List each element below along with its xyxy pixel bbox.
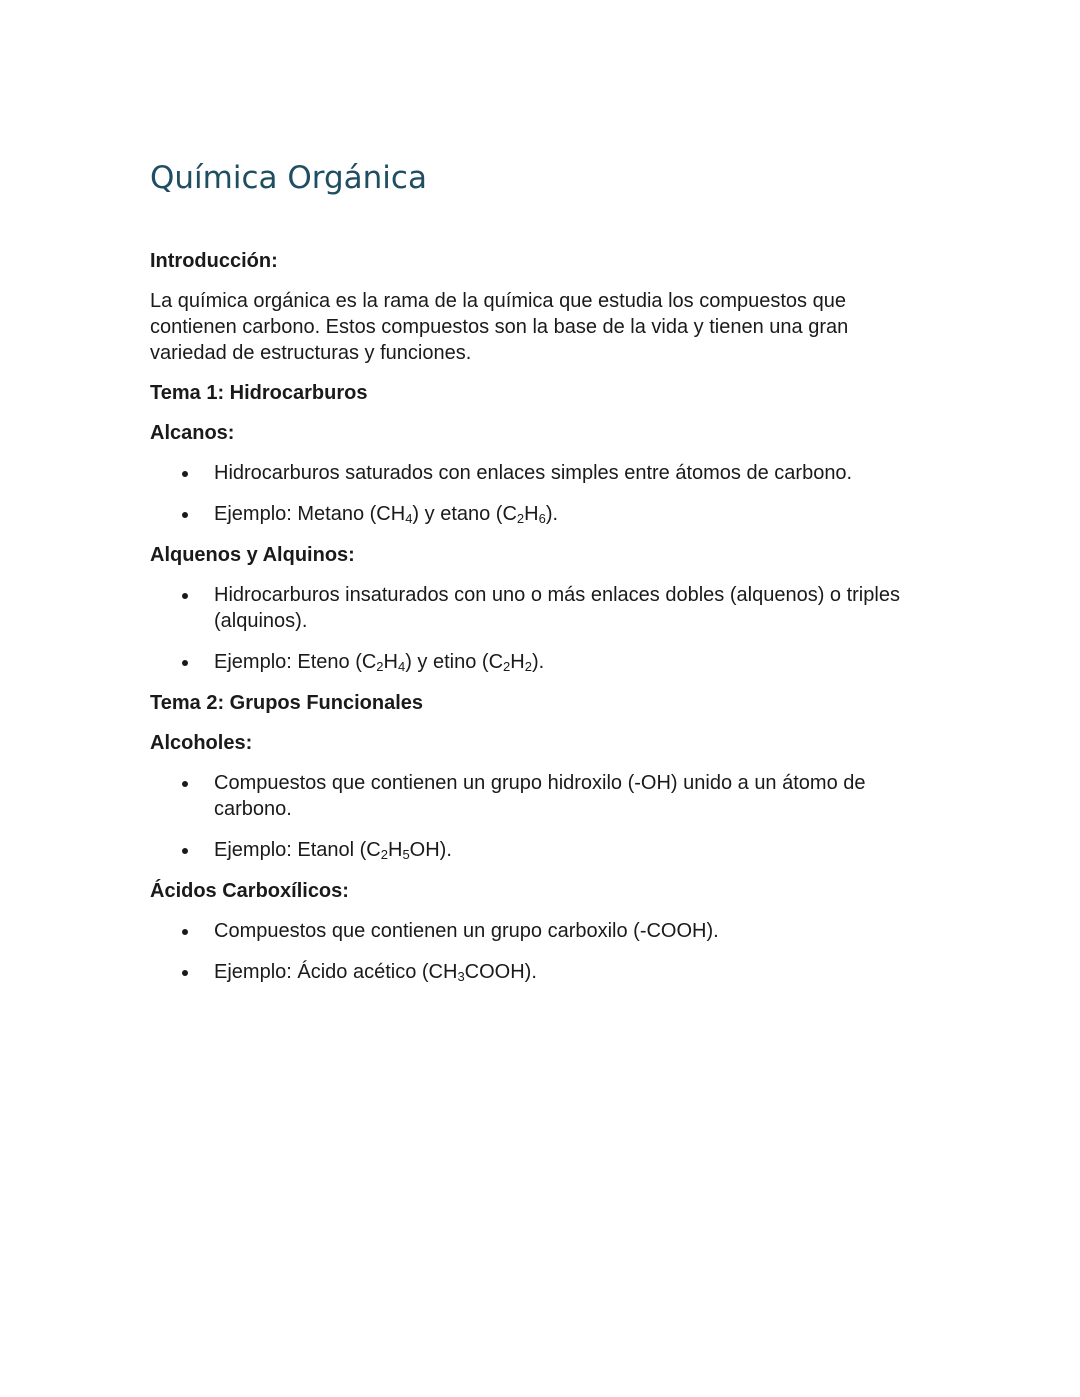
tema2-heading: Tema 2: Grupos Funcionales — [150, 692, 424, 714]
bullet-icon — [182, 471, 188, 477]
bullet-icon — [182, 970, 188, 976]
bullet-icon — [182, 929, 188, 935]
bullet-icon — [182, 660, 188, 666]
alquenos-list — [150, 582, 910, 675]
intro-paragraph: La química orgánica es la rama de la química que estudia los compuestos que contienen carbono. Estos compuestos son la base de la vida y tienen una gran variedad de estructuras y funciones. — [150, 290, 849, 364]
tema1-heading: Tema 1: Hidrocarburos — [150, 382, 368, 404]
bullet-icon — [182, 781, 188, 787]
document-body — [150, 248, 910, 1000]
alquenos-bullet-text: Hidrocarburos insaturados con uno o más enlaces dobles (alquenos) o triples (alquinos). — [214, 584, 900, 632]
page-title: Química Orgánica — [150, 160, 427, 196]
alcanos-bullet-text: Hidrocarburos saturados con enlaces simples entre átomos de carbono. — [214, 462, 853, 484]
list-item — [150, 770, 910, 822]
alcanos-heading: Alcanos: — [150, 422, 235, 444]
list-item — [150, 582, 910, 634]
alcoholes-bullet-text: Compuestos que contienen un grupo hidroxilo (-OH) unido a un átomo de carbono. — [214, 772, 866, 820]
acidos-heading: Ácidos Carboxílicos: — [150, 880, 349, 902]
acidos-list — [150, 918, 910, 985]
list-item — [150, 837, 910, 863]
bullet-icon — [182, 593, 188, 599]
bullet-icon — [182, 512, 188, 518]
alcoholes-heading: Alcoholes: — [150, 732, 253, 754]
list-item — [150, 649, 910, 675]
alcanos-example: Ejemplo: Metano $(CH_4)$ y etano $(C_2H_6)$. — [214, 503, 559, 526]
bullet-icon — [182, 848, 188, 854]
alcanos-list — [150, 460, 910, 527]
alcoholes-example: Ejemplo: Etanol $(C_2H_5OH)$. — [214, 839, 452, 862]
intro-heading: Introducción: — [150, 250, 278, 272]
acidos-bullet-text: Compuestos que contienen un grupo carboxilo (-COOH). — [214, 920, 719, 942]
alquenos-example: Ejemplo: Eteno $(C_2H_4)$ y etino $(C_2H_2)$. — [214, 651, 545, 674]
list-item — [150, 460, 910, 486]
acidos-example: Ejemplo: Ácido acético $(CH_3COOH)$. — [214, 961, 537, 984]
alquenos-heading: Alquenos y Alquinos: — [150, 544, 355, 566]
list-item — [150, 501, 910, 527]
list-item — [150, 959, 910, 985]
list-item — [150, 918, 910, 944]
alcoholes-list — [150, 770, 910, 863]
